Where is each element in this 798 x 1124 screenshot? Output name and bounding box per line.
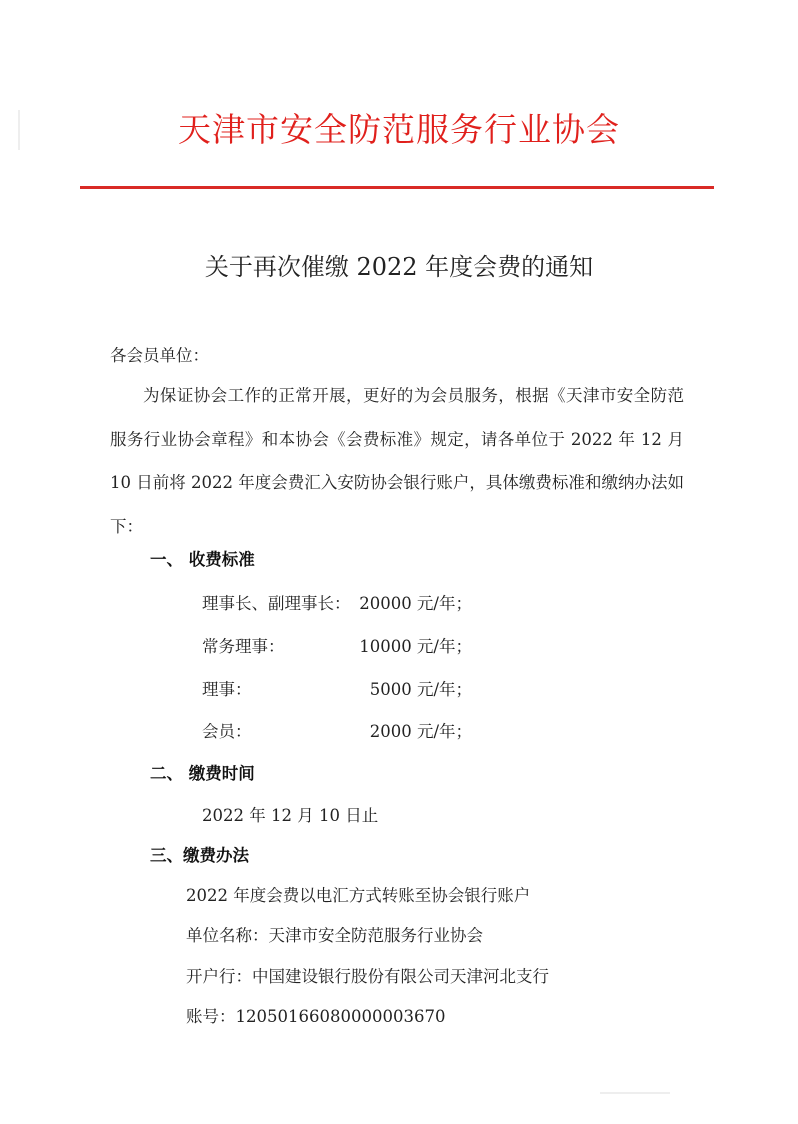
- section-heading-fee-standard: 一、 收费标准: [150, 550, 255, 569]
- fee-item-amount: 20000 元/年；: [359, 594, 472, 613]
- account-number: 账号：12050166080000003670: [186, 1007, 446, 1026]
- fee-item-label: 理事：: [202, 680, 252, 699]
- fee-item-label: 会员：: [202, 722, 252, 741]
- fee-item-amount: 2000 元/年；: [369, 722, 472, 741]
- notice-title: 关于再次催缴 2022 年度会费的通知: [204, 253, 594, 281]
- payment-deadline: 2022 年 12 月 10 日止: [202, 806, 379, 825]
- salutation: 各会员单位：: [110, 346, 209, 365]
- fee-item-label: 常务理事：: [202, 637, 285, 656]
- bank-branch: 开户行：中国建设银行股份有限公司天津河北支行: [186, 967, 549, 986]
- org-letterhead-title: 天津市安全防范服务行业协会: [178, 110, 620, 149]
- payment-method: 2022 年度会费以电汇方式转账至协会银行账户: [186, 886, 531, 905]
- fee-item-label: 理事长、副理事长：: [202, 594, 351, 613]
- fee-item-amount: 10000 元/年；: [359, 637, 472, 656]
- fee-item-amount: 5000 元/年；: [369, 680, 472, 699]
- letterhead-divider: [80, 186, 714, 189]
- scan-mark: [600, 1092, 670, 1094]
- notice-body-paragraph: 为保证协会工作的正常开展，更好的为会员服务，根据《天津市安全防范服务行业协会章程》和本协会《会费标准》规定，请各单位于 2022 年 12 月 10 日前将 2022 年度会费汇入安防协会银行账户，具体缴费标准和缴纳办法如下：: [110, 386, 684, 536]
- section-heading-payment-method: 三、缴费办法: [150, 846, 249, 865]
- section-heading-payment-time: 二、 缴费时间: [150, 764, 255, 783]
- account-holder-name: 单位名称：天津市安全防范服务行业协会: [186, 926, 483, 945]
